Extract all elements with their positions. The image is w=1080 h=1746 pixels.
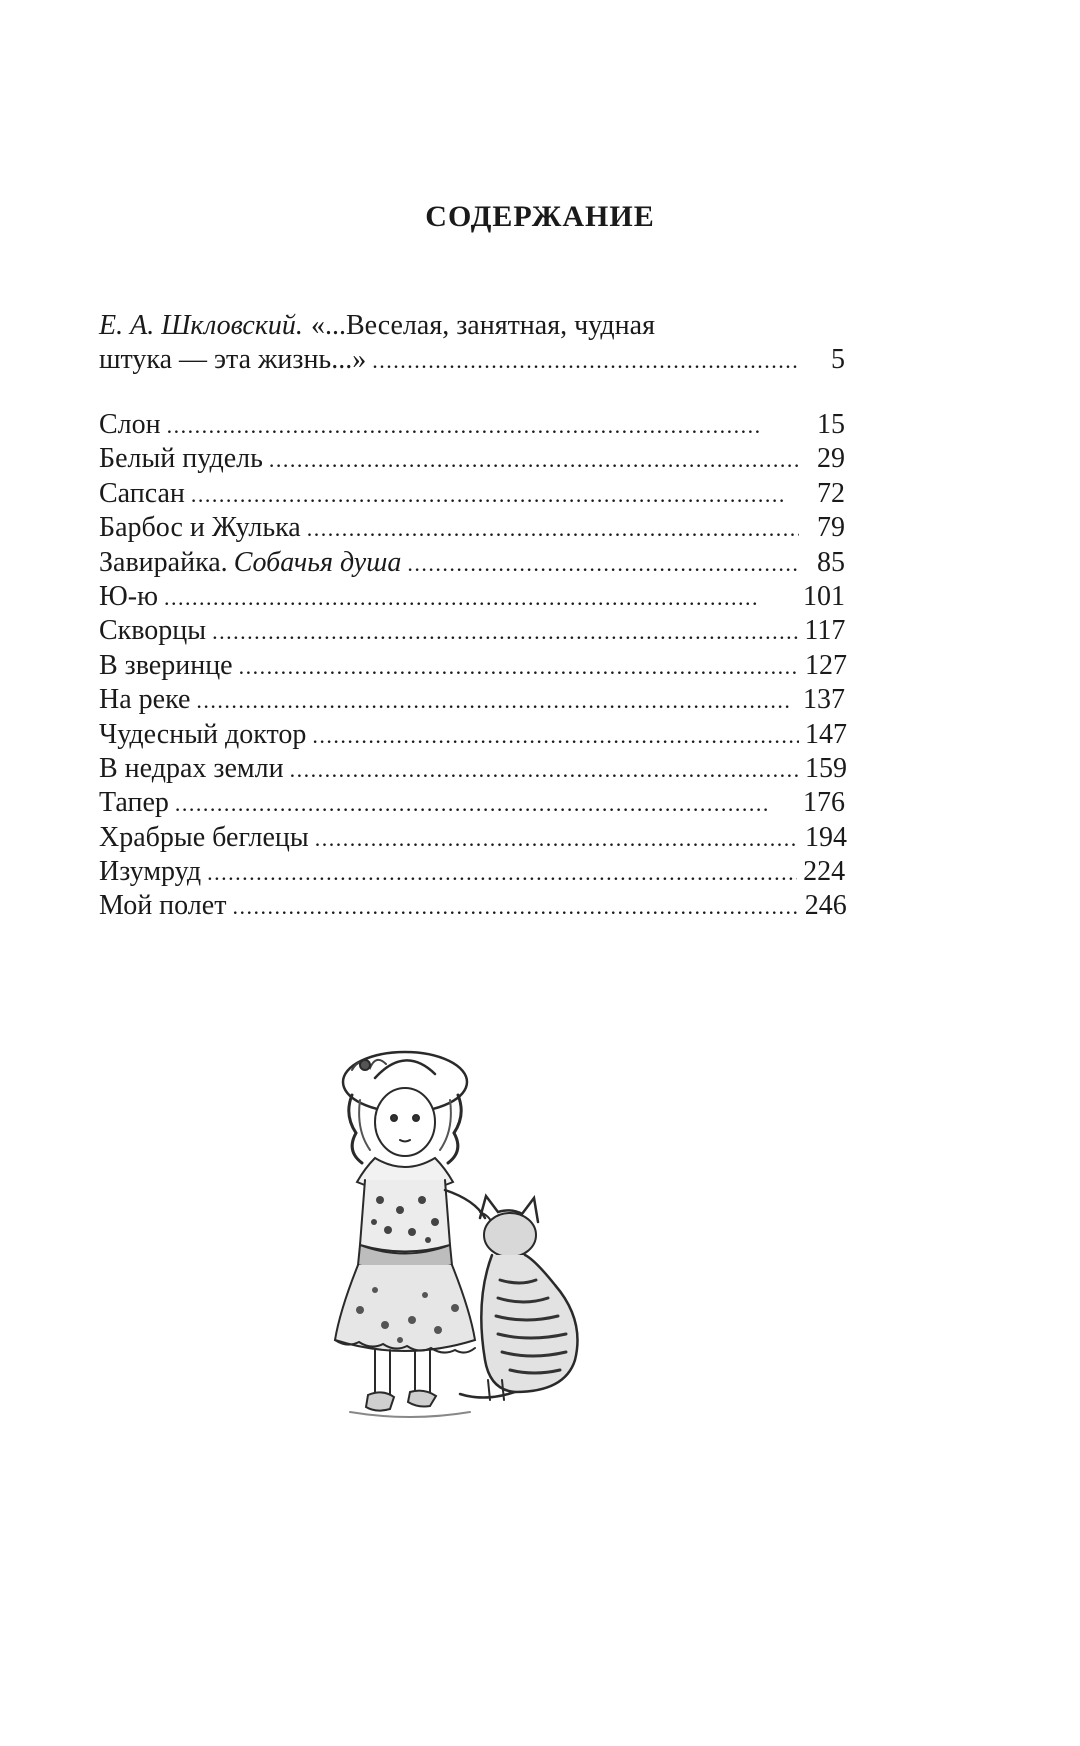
dot-leader: [269, 443, 799, 477]
dot-leader: [167, 409, 799, 443]
dot-leader: [212, 615, 798, 649]
dot-leader: [407, 547, 799, 581]
page-title: СОДЕРЖАНИЕ: [425, 200, 655, 233]
intro-title-part-1: «...Веселая, занятная, чудная: [310, 310, 655, 341]
girl-with-cat-illustration-icon: [330, 1040, 630, 1440]
intro-author: Е. А. Шкловский.: [99, 310, 303, 341]
entry-page: 147: [805, 718, 847, 750]
toc-entry: [99, 683, 845, 717]
dot-leader: [196, 684, 797, 718]
entry-page: 194: [805, 821, 847, 853]
dot-leader: [372, 344, 799, 378]
dot-leader: [307, 512, 799, 546]
toc-entry: [99, 614, 845, 648]
toc-entry: [99, 752, 845, 786]
entry-title: На реке: [99, 684, 191, 716]
toc-entry: [99, 821, 845, 855]
dot-leader: [207, 856, 797, 890]
toc-entry: [99, 718, 845, 752]
toc-entry: [99, 408, 845, 442]
toc-intro: [99, 309, 845, 378]
entry-title: Сапсан: [99, 477, 185, 509]
entry-title: Скворцы: [99, 615, 207, 647]
entry-page: 101: [803, 580, 845, 612]
toc-entry: [99, 511, 845, 545]
dot-leader: [290, 753, 799, 787]
entry-title: Барбос и Жулька: [99, 512, 301, 544]
dot-leader: [164, 581, 797, 615]
dot-leader: [239, 650, 799, 684]
toc-entry: [99, 477, 845, 511]
entry-title: В зверинце: [99, 649, 233, 681]
toc-entry: [99, 889, 845, 923]
entry-page: 29: [817, 443, 845, 475]
entry-page: 85: [817, 546, 845, 578]
entry-page: 127: [805, 649, 847, 681]
dot-leader: [191, 478, 799, 512]
toc-intro-line-1: [99, 309, 845, 343]
entry-page: 137: [803, 684, 845, 716]
entry-title: Чудесный доктор: [99, 718, 307, 750]
toc-entry: [99, 855, 845, 889]
entry-subtitle: Собачья душа: [233, 546, 402, 578]
dot-leader: [175, 787, 797, 821]
toc-intro-line-2: [99, 343, 845, 377]
dot-leader: [312, 719, 799, 753]
entry-title: Слон: [99, 409, 161, 440]
entry-page: 246: [804, 890, 847, 922]
entry-title: Изумруд: [99, 856, 202, 888]
dot-leader: [232, 890, 798, 924]
toc-entry: [99, 580, 845, 614]
entry-page: 79: [817, 512, 845, 544]
entry-page: 224: [803, 856, 846, 888]
entry-page: 176: [803, 787, 845, 819]
toc-entry: [99, 649, 845, 683]
entry-title: Белый пудель: [99, 443, 263, 475]
entry-title: Мой полет: [99, 890, 227, 922]
entry-title: Завирайка.: [99, 546, 228, 578]
toc-entry: [99, 546, 845, 580]
toc-entry: [99, 442, 845, 476]
toc-list: [99, 408, 845, 924]
entry-title: Храбрые беглецы: [99, 821, 309, 853]
toc-entry: [99, 786, 845, 820]
intro-title-part-2: штука — эта жизнь...»: [99, 344, 367, 376]
intro-page-number: 5: [831, 344, 845, 376]
dot-leader: [315, 822, 799, 856]
entry-page: 117: [804, 615, 846, 647]
entry-title: Тапер: [99, 787, 169, 819]
entry-page: 72: [817, 477, 845, 509]
entry-title: В недрах земли: [99, 752, 284, 784]
entry-title: Ю-ю: [99, 580, 159, 612]
entry-page: 159: [805, 752, 847, 784]
entry-page: 15: [817, 409, 845, 440]
